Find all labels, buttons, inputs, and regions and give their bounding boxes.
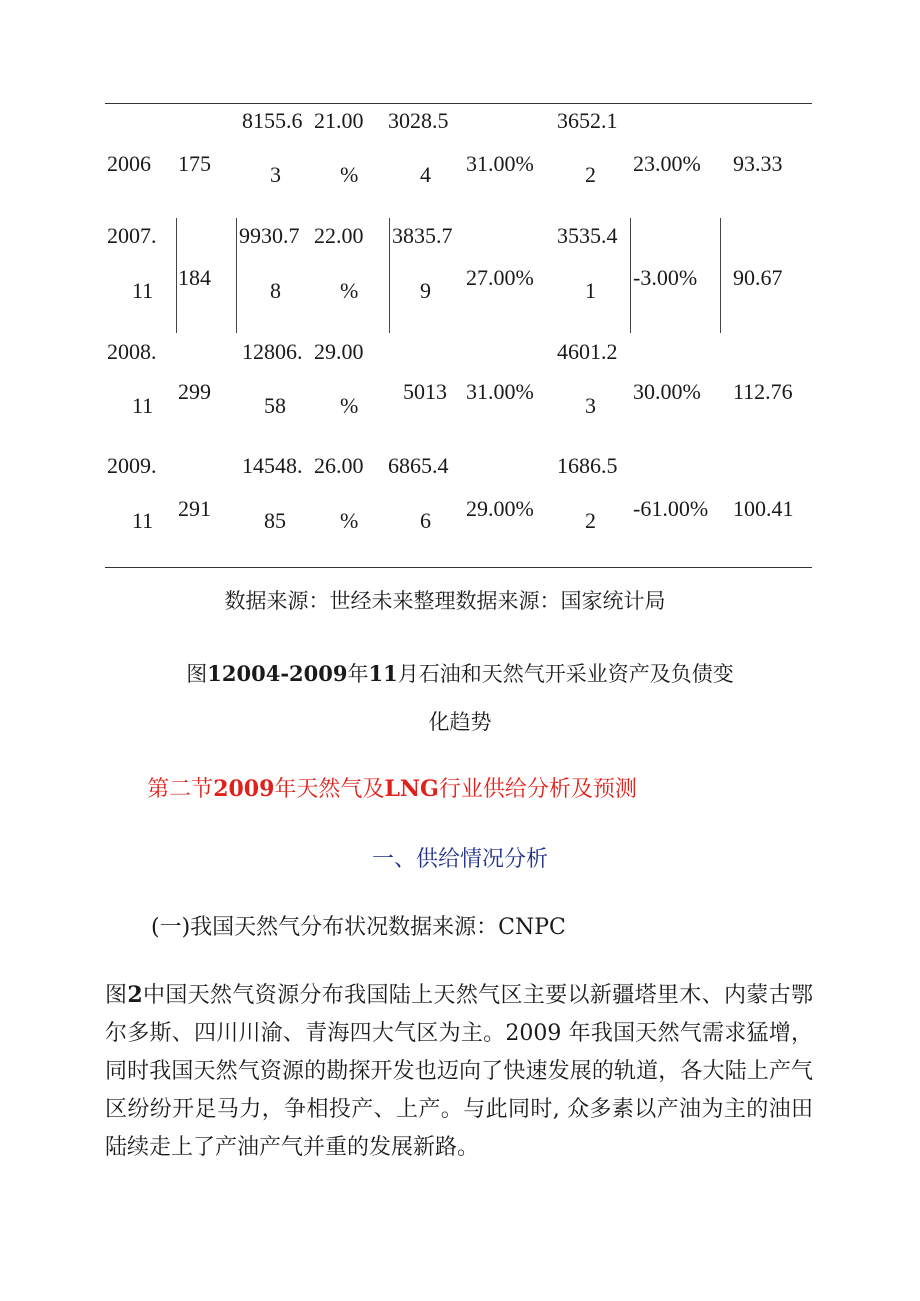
section-heading-lng: LNG — [384, 776, 439, 802]
cell-assets-growth: % — [340, 162, 359, 187]
cell-year: 11 — [132, 278, 154, 303]
cell-year: 2009. — [107, 453, 157, 478]
cell-assets-growth: % — [340, 393, 359, 418]
cell-assets: 12806. — [242, 339, 303, 364]
cell-v3: 1 — [585, 278, 596, 303]
section-heading — [0, 772, 852, 803]
cell-v2: 3028.5 — [388, 108, 449, 133]
cell-assets-growth: 26.00 — [314, 453, 364, 478]
figure-caption-line2: 化趋势 — [428, 710, 492, 734]
section-heading-year: 2009 — [213, 776, 275, 802]
cell-v2: 5013 — [403, 379, 447, 404]
cell-ratio: 112.76 — [733, 379, 793, 404]
cell-v3-growth: -3.00% — [633, 265, 698, 290]
cell-assets-growth: 29.00 — [314, 339, 364, 364]
cell-v3-growth: 30.00% — [633, 379, 701, 404]
cell-ratio: 93.33 — [733, 151, 783, 176]
figure-caption-text: 月石油和天然气开采业资产及负债变 — [397, 662, 734, 686]
figure-caption-text: 年 — [347, 662, 369, 686]
cell-v2-growth: 31.00% — [466, 151, 534, 176]
column-divider — [720, 218, 721, 333]
cell-count: 184 — [178, 265, 211, 290]
cell-v3: 3 — [585, 393, 596, 418]
cell-v2: 4 — [420, 162, 431, 187]
cell-ratio: 90.67 — [733, 265, 783, 290]
cell-count: 291 — [178, 496, 211, 521]
cell-v3: 1686.5 — [557, 453, 618, 478]
cell-v3-growth: -61.00% — [633, 496, 709, 521]
cell-assets: 3 — [270, 162, 281, 187]
cell-v2-growth: 27.00% — [466, 265, 534, 290]
cell-year: 11 — [132, 508, 154, 533]
figure-ref-number: 2 — [127, 982, 143, 1008]
cell-year: 11 — [132, 393, 154, 418]
cell-assets-growth: 22.00 — [314, 223, 364, 248]
cell-v2: 6 — [420, 508, 431, 533]
cell-assets: 14548. — [242, 453, 303, 478]
cell-v2: 9 — [420, 278, 431, 303]
cell-v3: 2 — [585, 162, 596, 187]
cell-v2: 3835.7 — [392, 223, 453, 248]
cell-assets: 8155.6 — [242, 108, 303, 133]
cell-assets: 9930.7 — [239, 223, 300, 248]
cell-year: 2007. — [107, 223, 157, 248]
cell-assets-growth: % — [340, 508, 359, 533]
figure-ref-prefix: 图 — [105, 983, 128, 1008]
body-paragraph — [105, 976, 813, 1167]
cell-v3: 3652.1 — [557, 108, 618, 133]
table-bottom-rule — [105, 567, 812, 568]
section-heading-text: 第二节 — [147, 777, 214, 802]
sub-item-heading: (一)我国天然气分布状况数据来源：CNPC — [151, 915, 566, 940]
figure-caption-month: 11 — [368, 661, 398, 686]
figure-caption-prefix: 图 — [186, 662, 208, 686]
paragraph-text: 中国天然气资源分布我国陆上天然气区主要以新疆塔里木、内蒙古鄂尔多斯、四川川渝、青海四大气区为主。2009 年我国天然气需求猛增，同时我国天然气资源的勘探开发也迈向了快速发展的轨道，各大陆上产气区纷纷开足马力，争相投产、上产。与此同时, 众多素以产油为主的油田陆续走上了产油产气并重的发展新路。 — [105, 983, 813, 1160]
cell-v3: 2 — [585, 508, 596, 533]
column-divider — [236, 218, 237, 333]
figure-caption — [0, 658, 920, 688]
column-divider — [630, 218, 631, 333]
table-top-rule — [105, 103, 812, 104]
cell-assets: 58 — [264, 393, 286, 418]
cell-assets: 8 — [270, 278, 281, 303]
cell-assets: 85 — [264, 508, 286, 533]
cell-ratio: 100.41 — [733, 496, 794, 521]
cell-v2-growth: 29.00% — [466, 496, 534, 521]
cell-v3: 4601.2 — [557, 339, 618, 364]
section-heading-text: 年天然气及 — [274, 777, 385, 802]
cell-count: 299 — [178, 379, 211, 404]
figure-caption-range: 12004-2009 — [207, 661, 348, 686]
cell-count: 175 — [178, 151, 211, 176]
cell-assets-growth: 21.00 — [314, 108, 364, 133]
cell-year: 2006 — [107, 151, 151, 176]
cell-v3-growth: 23.00% — [633, 151, 701, 176]
cell-v3: 3535.4 — [557, 223, 618, 248]
data-source-note: 数据来源：世经未来整理数据来源：国家统计局 — [224, 589, 666, 613]
cell-year: 2008. — [107, 339, 157, 364]
cell-assets-growth: % — [340, 278, 359, 303]
cell-v2-growth: 31.00% — [466, 379, 534, 404]
column-divider — [389, 218, 390, 333]
section-heading-text: 行业供给分析及预测 — [438, 777, 637, 802]
column-divider — [176, 218, 177, 333]
subsection-heading: 一、供给情况分析 — [371, 847, 548, 872]
cell-v2: 6865.4 — [388, 453, 449, 478]
